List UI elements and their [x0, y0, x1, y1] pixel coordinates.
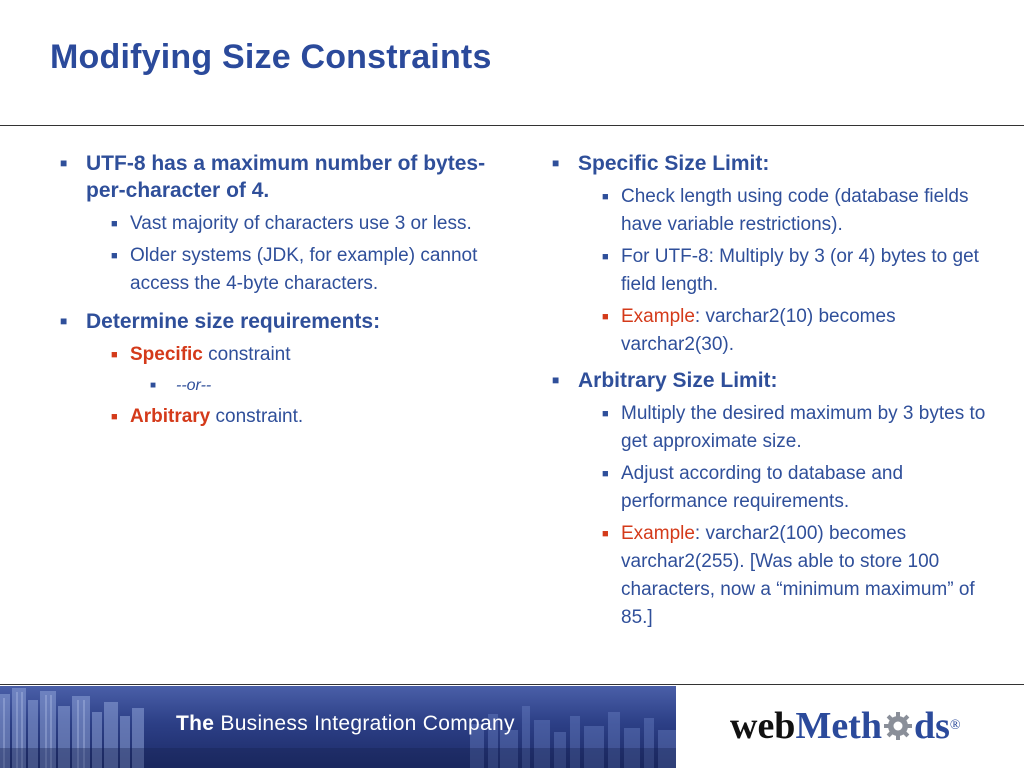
square-bullet-icon: ■ [602, 311, 609, 323]
left-sub-bullet-2-2-text: constraint. [210, 406, 304, 427]
left-sub-bullet-1-1-text: Vast majority of characters use 3 or less. [130, 213, 472, 234]
logo-meth: Meth [795, 705, 882, 747]
footer-banner [0, 686, 676, 768]
right-sub-bullet-2-2-text: Adjust according to database and performance requirements. [621, 463, 904, 512]
right-sub-bullet-2-2 [550, 460, 1000, 516]
logo-web: web [730, 705, 796, 747]
right-sub-bullet-1-2 [550, 243, 1000, 299]
left-sub-bullet-1-2 [58, 242, 498, 298]
right-bullet-1-text: Specific Size Limit: [578, 152, 770, 175]
square-bullet-icon: ■ [602, 408, 609, 420]
square-bullet-icon: ■ [111, 250, 118, 262]
square-bullet-icon: ■ [552, 156, 560, 170]
right-bullet-2-text: Arbitrary Size Limit: [578, 369, 778, 392]
right-sub-bullet-1-1-text: Check length using code (database fields have variable restrictions). [621, 186, 969, 235]
left-sub-bullet-1-1 [58, 210, 498, 238]
right-sub-bullet-2-1 [550, 400, 1000, 456]
or-text: --or-- [176, 377, 212, 394]
left-column [58, 150, 498, 435]
square-bullet-icon: ■ [602, 251, 609, 263]
right-sub-bullet-1-3-text: : varchar2(10) becomes varchar2(30). [621, 306, 896, 355]
example-keyword: Example [621, 306, 695, 327]
square-bullet-icon: ■ [150, 380, 157, 391]
square-bullet-icon: ■ [111, 411, 118, 423]
left-sub-bullet-2-1-text: constraint [202, 344, 291, 365]
square-bullet-icon: ■ [602, 468, 609, 480]
left-sub-bullet-1-2-text: Older systems (JDK, for example) cannot access the 4-byte characters. [130, 245, 478, 294]
left-bullet-2 [58, 308, 498, 335]
right-bullet-2 [550, 367, 1000, 394]
square-bullet-icon: ■ [111, 349, 118, 361]
right-bullet-1 [550, 150, 1000, 177]
left-bullet-2-text: Determine size requirements: [86, 310, 381, 333]
slide-title: Modifying Size Constraints [50, 38, 492, 76]
right-sub-bullet-1-1 [550, 183, 1000, 239]
right-column [550, 150, 1000, 636]
tagline-the: The [176, 712, 215, 735]
logo-area [676, 686, 1024, 768]
arbitrary-keyword: Arbitrary [130, 406, 211, 427]
company-tagline [176, 712, 515, 736]
webmethods-logo [730, 704, 961, 748]
left-bullet-1 [58, 150, 498, 204]
logo-registered: ® [949, 718, 961, 733]
left-sub-sub-bullet-or [58, 373, 498, 399]
square-bullet-icon: ■ [111, 218, 118, 230]
left-sub-bullet-2-1 [58, 341, 498, 369]
square-bullet-icon: ■ [552, 373, 560, 387]
right-sub-bullet-1-3 [550, 303, 1000, 359]
right-sub-bullet-2-3 [550, 520, 1000, 632]
right-sub-bullet-1-2-text: For UTF-8: Multiply by 3 (or 4) bytes to get field length. [621, 246, 979, 295]
tagline-rest: Business Integration Company [214, 712, 515, 735]
specific-keyword: Specific [130, 344, 203, 365]
square-bullet-icon: ■ [60, 314, 68, 328]
gear-icon [883, 711, 913, 741]
logo-ds: ds [913, 705, 950, 747]
right-sub-bullet-2-3-text: : varchar2(100) becomes varchar2(255). [Was able to store 100 characters, now a “minimum maximum” of 85.] [621, 523, 975, 628]
slide-footer [0, 684, 1024, 768]
left-sub-bullet-2-2 [58, 403, 498, 431]
square-bullet-icon: ■ [602, 191, 609, 203]
right-sub-bullet-2-1-text: Multiply the desired maximum by 3 bytes to get approximate size. [621, 403, 986, 452]
title-divider [0, 125, 1024, 126]
square-bullet-icon: ■ [602, 528, 609, 540]
example-keyword: Example [621, 523, 695, 544]
left-bullet-1-text: UTF-8 has a maximum number of bytes-per-character of 4. [86, 152, 486, 202]
square-bullet-icon: ■ [60, 156, 68, 170]
